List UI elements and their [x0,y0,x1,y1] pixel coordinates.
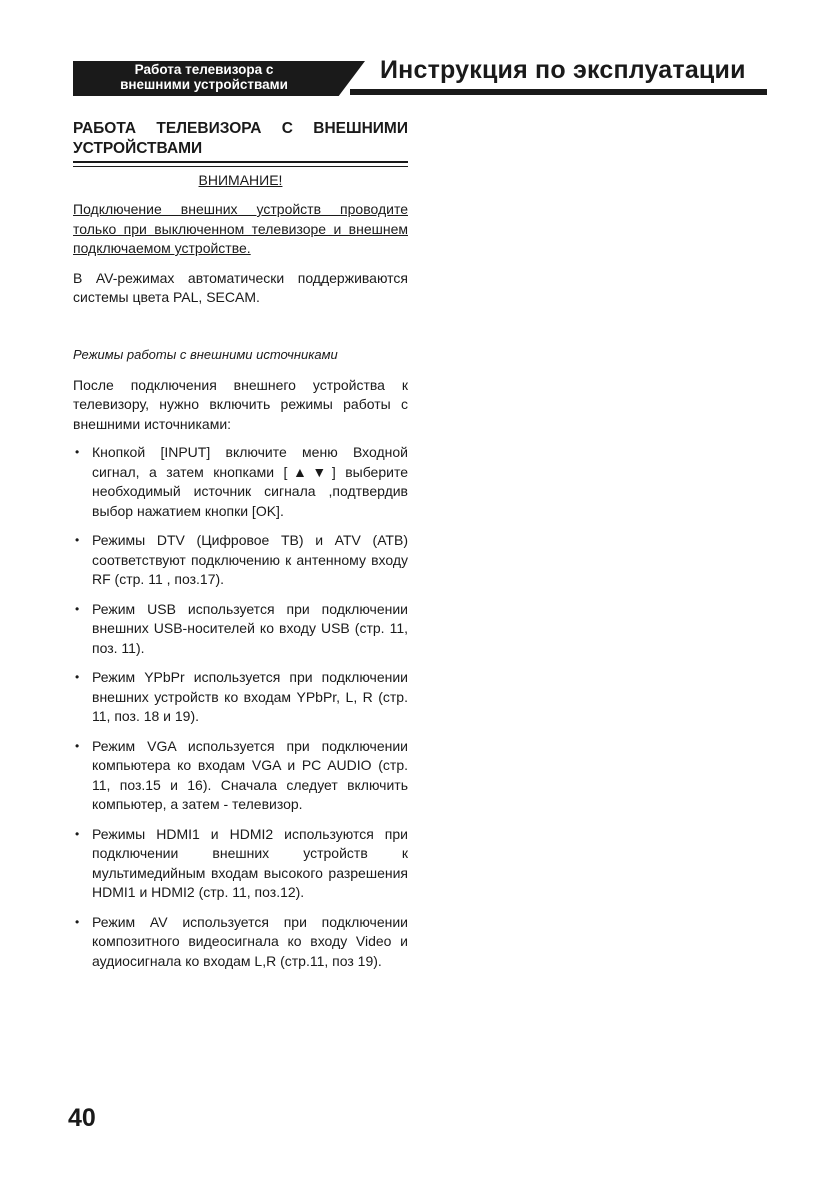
list-item [73,443,408,521]
intro-text: После подключения внешнего устройства к телевизору, нужно включить режимы работы с внешними источниками: [73,376,408,432]
list-item [73,600,408,659]
bullet-dot: • [75,445,80,459]
bullet-dot: • [75,533,80,547]
list-item [73,668,408,727]
subheading: Режимы работы с внешними источниками [73,346,338,362]
header-section-tab [73,62,335,92]
warning-text: Подключение внешних устройств проводите только при выключенном телевизоре и внешнем подключаемом устройстве. [73,201,408,256]
header-title: Инструкция по эксплуатации [380,56,746,84]
bullet-dot: • [75,601,80,616]
list-item [73,737,408,815]
color-systems-text: В AV-режимах автоматически поддерживаются системы цвета PAL, SECAM. [73,269,408,305]
list-item-text: Режим USB используется при подключении внешних USB-носителей ко входу USB (стр. 11, поз. 11). [92,600,408,656]
modes-list [73,443,408,971]
section-title-rule [73,161,408,167]
list-item-text: Кнопкой [INPUT] включите меню Входной сигнал, а затем кнопками [▲▼] выберите необходимый источник сигнала ,подтвердив выбор нажатием кнопки [OK]. [92,444,408,519]
list-item [73,825,408,903]
section-title: РАБОТА ТЕЛЕВИЗОРА С ВНЕШНИМИ УСТРОЙСТВАМИ [73,120,408,157]
list-item-text: Режим YPbPr используется при подключении внешних устройств ко входам YPbPr, L, R (стр. 11, поз. 18 и 19). [92,669,408,724]
bullet-dot: • [75,738,80,753]
main-column [73,119,408,981]
header-tab-line-1: Работа телевизора с [134,62,274,77]
list-item-text: Режим AV используется при подключении композитного видеосигнала ко входу Video и аудиосигнала ко входам L,R (стр.11, поз 19). [92,913,408,969]
bullet-dot: • [75,826,80,841]
list-item [73,913,408,972]
list-item [73,531,408,590]
page-number: 40 [68,1104,96,1132]
list-item-text: Режимы DTV (Цифровое ТВ) и ATV (АТВ) соответствуют подключению к антенному входу RF (стр. 11 , поз.17). [92,532,408,587]
bullet-dot: • [75,670,80,684]
list-item-text: Режим VGA используется при подключении компьютера ко входам VGA и PC AUDIO (стр. 11, поз.15 и 16). Сначала следует включить компьютер, а затем - телевизор. [92,737,408,812]
list-item-text: Режимы HDMI1 и HDMI2 используются при подключении внешних устройств к мультимедийным входам высокого разрешения HDMI1 и HDMI2 (стр. 11, поз.12). [92,825,408,900]
attention-label: ВНИМАНИЕ! [198,172,283,188]
bullet-dot: • [75,914,80,929]
header-tab-line-2: внешними устройствами [120,77,288,92]
header-rule [350,89,767,95]
